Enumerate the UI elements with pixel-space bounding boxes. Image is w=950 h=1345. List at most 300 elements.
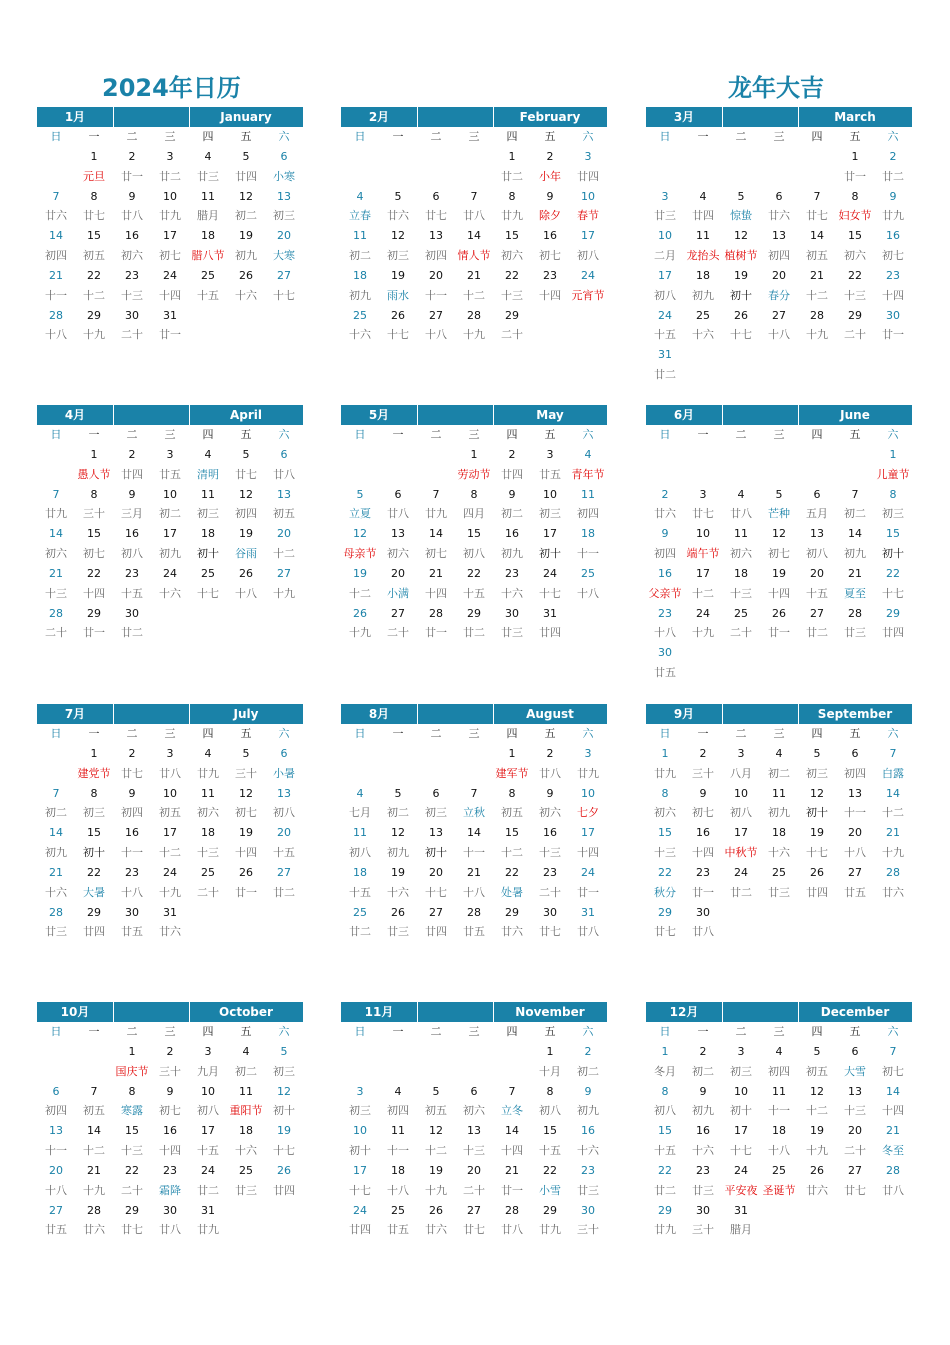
day-number[interactable]: 3: [661, 189, 669, 203]
day-number[interactable]: 24: [696, 606, 710, 620]
day-number[interactable]: 30: [505, 606, 519, 620]
day-number[interactable]: 28: [848, 606, 862, 620]
day-number[interactable]: 25: [201, 865, 215, 879]
day-number[interactable]: 10: [353, 1124, 367, 1138]
day-number[interactable]: 12: [277, 1084, 291, 1098]
day-number[interactable]: 24: [353, 1203, 367, 1217]
day-number[interactable]: 6: [432, 786, 440, 800]
day-number[interactable]: 20: [277, 826, 291, 840]
day-number[interactable]: 7: [52, 786, 60, 800]
day-number[interactable]: 12: [810, 786, 824, 800]
day-number[interactable]: 6: [470, 1084, 478, 1098]
day-number[interactable]: 27: [49, 1203, 63, 1217]
day-number[interactable]: 1: [661, 746, 669, 760]
day-number[interactable]: 15: [505, 826, 519, 840]
day-number[interactable]: 14: [49, 527, 63, 541]
day-number[interactable]: 21: [467, 865, 481, 879]
day-number[interactable]: 19: [239, 527, 253, 541]
day-number[interactable]: 21: [848, 566, 862, 580]
day-number[interactable]: 9: [166, 1084, 174, 1098]
day-number[interactable]: 17: [581, 229, 595, 243]
day-number[interactable]: 1: [546, 1044, 554, 1058]
day-number[interactable]: 25: [201, 268, 215, 282]
day-number[interactable]: 29: [658, 1203, 672, 1217]
day-number[interactable]: 23: [543, 865, 557, 879]
day-number[interactable]: 18: [201, 527, 215, 541]
day-number[interactable]: 16: [696, 826, 710, 840]
day-number[interactable]: 22: [87, 566, 101, 580]
day-number[interactable]: 7: [470, 189, 478, 203]
day-number[interactable]: 7: [52, 189, 60, 203]
day-number[interactable]: 16: [163, 1124, 177, 1138]
day-number[interactable]: 26: [391, 308, 405, 322]
day-number[interactable]: 21: [886, 1124, 900, 1138]
day-number[interactable]: 2: [699, 746, 707, 760]
day-number[interactable]: 5: [737, 189, 745, 203]
day-number[interactable]: 22: [467, 566, 481, 580]
day-number[interactable]: 18: [391, 1163, 405, 1177]
day-number[interactable]: 10: [163, 189, 177, 203]
day-number[interactable]: 16: [581, 1124, 595, 1138]
day-number[interactable]: 2: [128, 149, 136, 163]
day-number[interactable]: 9: [699, 1084, 707, 1098]
day-number[interactable]: 8: [128, 1084, 136, 1098]
day-number[interactable]: 28: [467, 308, 481, 322]
day-number[interactable]: 11: [353, 826, 367, 840]
day-number[interactable]: 27: [810, 606, 824, 620]
day-number[interactable]: 22: [87, 268, 101, 282]
day-number[interactable]: 6: [813, 487, 821, 501]
day-number[interactable]: 6: [280, 447, 288, 461]
day-number[interactable]: 18: [696, 268, 710, 282]
day-number[interactable]: 24: [734, 865, 748, 879]
day-number[interactable]: 11: [734, 527, 748, 541]
day-number[interactable]: 7: [851, 487, 859, 501]
day-number[interactable]: 26: [810, 1163, 824, 1177]
day-number[interactable]: 1: [889, 447, 897, 461]
day-number[interactable]: 10: [581, 189, 595, 203]
day-number[interactable]: 13: [391, 527, 405, 541]
day-number[interactable]: 26: [429, 1203, 443, 1217]
day-number[interactable]: 17: [163, 527, 177, 541]
day-number[interactable]: 23: [696, 1163, 710, 1177]
day-number[interactable]: 2: [661, 487, 669, 501]
day-number[interactable]: 29: [87, 606, 101, 620]
day-number[interactable]: 21: [87, 1163, 101, 1177]
day-number[interactable]: 12: [391, 826, 405, 840]
day-number[interactable]: 29: [505, 308, 519, 322]
day-number[interactable]: 9: [546, 786, 554, 800]
day-number[interactable]: 5: [394, 189, 402, 203]
day-number[interactable]: 6: [394, 487, 402, 501]
day-number[interactable]: 1: [90, 746, 98, 760]
day-number[interactable]: 12: [353, 527, 367, 541]
day-number[interactable]: 4: [394, 1084, 402, 1098]
day-number[interactable]: 23: [658, 606, 672, 620]
day-number[interactable]: 6: [52, 1084, 60, 1098]
day-number[interactable]: 21: [49, 865, 63, 879]
day-number[interactable]: 19: [239, 826, 253, 840]
day-number[interactable]: 27: [848, 865, 862, 879]
day-number[interactable]: 3: [737, 746, 745, 760]
day-number[interactable]: 4: [775, 1044, 783, 1058]
day-number[interactable]: 1: [90, 149, 98, 163]
day-number[interactable]: 20: [391, 566, 405, 580]
day-number[interactable]: 27: [277, 268, 291, 282]
day-number[interactable]: 1: [661, 1044, 669, 1058]
day-number[interactable]: 15: [848, 229, 862, 243]
day-number[interactable]: 4: [204, 149, 212, 163]
day-number[interactable]: 28: [886, 1163, 900, 1177]
day-number[interactable]: 5: [775, 487, 783, 501]
day-number[interactable]: 3: [737, 1044, 745, 1058]
day-number[interactable]: 14: [505, 1124, 519, 1138]
day-number[interactable]: 16: [125, 527, 139, 541]
day-number[interactable]: 11: [201, 786, 215, 800]
day-number[interactable]: 21: [886, 826, 900, 840]
day-number[interactable]: 4: [584, 447, 592, 461]
day-number[interactable]: 10: [734, 786, 748, 800]
day-number[interactable]: 30: [163, 1203, 177, 1217]
day-number[interactable]: 24: [658, 308, 672, 322]
day-number[interactable]: 31: [543, 606, 557, 620]
day-number[interactable]: 17: [696, 566, 710, 580]
day-number[interactable]: 24: [734, 1163, 748, 1177]
day-number[interactable]: 18: [772, 826, 786, 840]
day-number[interactable]: 22: [125, 1163, 139, 1177]
day-number[interactable]: 22: [658, 1163, 672, 1177]
day-number[interactable]: 12: [429, 1124, 443, 1138]
day-number[interactable]: 16: [505, 527, 519, 541]
day-number[interactable]: 8: [546, 1084, 554, 1098]
day-number[interactable]: 20: [429, 865, 443, 879]
day-number[interactable]: 1: [508, 149, 516, 163]
day-number[interactable]: 5: [432, 1084, 440, 1098]
day-number[interactable]: 5: [813, 746, 821, 760]
day-number[interactable]: 16: [543, 229, 557, 243]
day-number[interactable]: 27: [467, 1203, 481, 1217]
day-number[interactable]: 17: [543, 527, 557, 541]
day-number[interactable]: 12: [810, 1084, 824, 1098]
day-number[interactable]: 16: [543, 826, 557, 840]
day-number[interactable]: 8: [470, 487, 478, 501]
day-number[interactable]: 14: [467, 826, 481, 840]
day-number[interactable]: 21: [49, 268, 63, 282]
day-number[interactable]: 4: [356, 786, 364, 800]
day-number[interactable]: 16: [125, 826, 139, 840]
day-number[interactable]: 10: [201, 1084, 215, 1098]
day-number[interactable]: 15: [467, 527, 481, 541]
day-number[interactable]: 3: [699, 487, 707, 501]
day-number[interactable]: 17: [201, 1124, 215, 1138]
day-number[interactable]: 1: [470, 447, 478, 461]
day-number[interactable]: 29: [87, 905, 101, 919]
day-number[interactable]: 12: [239, 487, 253, 501]
day-number[interactable]: 25: [581, 566, 595, 580]
day-number[interactable]: 4: [699, 189, 707, 203]
day-number[interactable]: 22: [848, 268, 862, 282]
day-number[interactable]: 16: [658, 566, 672, 580]
day-number[interactable]: 27: [848, 1163, 862, 1177]
day-number[interactable]: 17: [163, 229, 177, 243]
day-number[interactable]: 30: [125, 606, 139, 620]
day-number[interactable]: 18: [772, 1124, 786, 1138]
day-number[interactable]: 8: [851, 189, 859, 203]
day-number[interactable]: 30: [125, 308, 139, 322]
day-number[interactable]: 27: [772, 308, 786, 322]
day-number[interactable]: 28: [429, 606, 443, 620]
day-number[interactable]: 19: [277, 1124, 291, 1138]
day-number[interactable]: 31: [163, 905, 177, 919]
day-number[interactable]: 25: [696, 308, 710, 322]
day-number[interactable]: 9: [661, 527, 669, 541]
day-number[interactable]: 28: [505, 1203, 519, 1217]
day-number[interactable]: 12: [239, 189, 253, 203]
day-number[interactable]: 31: [734, 1203, 748, 1217]
day-number[interactable]: 2: [699, 1044, 707, 1058]
day-number[interactable]: 14: [49, 229, 63, 243]
day-number[interactable]: 25: [391, 1203, 405, 1217]
day-number[interactable]: 14: [848, 527, 862, 541]
day-number[interactable]: 18: [734, 566, 748, 580]
day-number[interactable]: 5: [280, 1044, 288, 1058]
day-number[interactable]: 14: [886, 786, 900, 800]
day-number[interactable]: 2: [889, 149, 897, 163]
day-number[interactable]: 17: [353, 1163, 367, 1177]
day-number[interactable]: 13: [429, 229, 443, 243]
day-number[interactable]: 9: [128, 786, 136, 800]
day-number[interactable]: 13: [429, 826, 443, 840]
day-number[interactable]: 6: [280, 746, 288, 760]
day-number[interactable]: 30: [886, 308, 900, 322]
day-number[interactable]: 7: [508, 1084, 516, 1098]
day-number[interactable]: 12: [391, 229, 405, 243]
day-number[interactable]: 18: [239, 1124, 253, 1138]
day-number[interactable]: 13: [467, 1124, 481, 1138]
day-number[interactable]: 24: [581, 865, 595, 879]
day-number[interactable]: 8: [90, 487, 98, 501]
day-number[interactable]: 14: [467, 229, 481, 243]
day-number[interactable]: 11: [772, 1084, 786, 1098]
day-number[interactable]: 17: [658, 268, 672, 282]
day-number[interactable]: 13: [277, 786, 291, 800]
day-number[interactable]: 21: [49, 566, 63, 580]
day-number[interactable]: 19: [239, 229, 253, 243]
day-number[interactable]: 19: [734, 268, 748, 282]
day-number[interactable]: 27: [429, 308, 443, 322]
day-number[interactable]: 30: [696, 1203, 710, 1217]
day-number[interactable]: 20: [277, 527, 291, 541]
day-number[interactable]: 18: [201, 229, 215, 243]
day-number[interactable]: 28: [886, 865, 900, 879]
day-number[interactable]: 1: [90, 447, 98, 461]
day-number[interactable]: 25: [772, 1163, 786, 1177]
day-number[interactable]: 2: [546, 746, 554, 760]
day-number[interactable]: 30: [125, 905, 139, 919]
day-number[interactable]: 23: [125, 268, 139, 282]
day-number[interactable]: 20: [848, 1124, 862, 1138]
day-number[interactable]: 14: [810, 229, 824, 243]
day-number[interactable]: 13: [49, 1124, 63, 1138]
day-number[interactable]: 7: [889, 746, 897, 760]
day-number[interactable]: 8: [508, 786, 516, 800]
day-number[interactable]: 27: [391, 606, 405, 620]
day-number[interactable]: 29: [125, 1203, 139, 1217]
day-number[interactable]: 23: [163, 1163, 177, 1177]
day-number[interactable]: 22: [87, 865, 101, 879]
day-number[interactable]: 23: [886, 268, 900, 282]
day-number[interactable]: 28: [49, 308, 63, 322]
day-number[interactable]: 31: [201, 1203, 215, 1217]
day-number[interactable]: 1: [508, 746, 516, 760]
day-number[interactable]: 20: [49, 1163, 63, 1177]
day-number[interactable]: 6: [432, 189, 440, 203]
day-number[interactable]: 22: [505, 865, 519, 879]
day-number[interactable]: 15: [658, 826, 672, 840]
day-number[interactable]: 18: [353, 865, 367, 879]
day-number[interactable]: 2: [128, 746, 136, 760]
day-number[interactable]: 13: [848, 786, 862, 800]
day-number[interactable]: 2: [128, 447, 136, 461]
day-number[interactable]: 13: [848, 1084, 862, 1098]
day-number[interactable]: 7: [432, 487, 440, 501]
day-number[interactable]: 16: [886, 229, 900, 243]
day-number[interactable]: 23: [125, 865, 139, 879]
day-number[interactable]: 18: [353, 268, 367, 282]
day-number[interactable]: 8: [661, 786, 669, 800]
day-number[interactable]: 24: [201, 1163, 215, 1177]
day-number[interactable]: 20: [772, 268, 786, 282]
day-number[interactable]: 16: [696, 1124, 710, 1138]
day-number[interactable]: 23: [125, 566, 139, 580]
day-number[interactable]: 23: [505, 566, 519, 580]
day-number[interactable]: 11: [772, 786, 786, 800]
day-number[interactable]: 1: [128, 1044, 136, 1058]
day-number[interactable]: 9: [128, 487, 136, 501]
day-number[interactable]: 20: [848, 826, 862, 840]
day-number[interactable]: 23: [581, 1163, 595, 1177]
day-number[interactable]: 9: [128, 189, 136, 203]
day-number[interactable]: 6: [280, 149, 288, 163]
day-number[interactable]: 25: [353, 905, 367, 919]
day-number[interactable]: 4: [204, 746, 212, 760]
day-number[interactable]: 25: [734, 606, 748, 620]
day-number[interactable]: 12: [734, 229, 748, 243]
day-number[interactable]: 11: [581, 487, 595, 501]
day-number[interactable]: 26: [810, 865, 824, 879]
day-number[interactable]: 13: [810, 527, 824, 541]
day-number[interactable]: 21: [429, 566, 443, 580]
day-number[interactable]: 14: [886, 1084, 900, 1098]
day-number[interactable]: 14: [87, 1124, 101, 1138]
day-number[interactable]: 7: [813, 189, 821, 203]
day-number[interactable]: 30: [543, 905, 557, 919]
day-number[interactable]: 2: [508, 447, 516, 461]
day-number[interactable]: 29: [505, 905, 519, 919]
day-number[interactable]: 12: [772, 527, 786, 541]
day-number[interactable]: 9: [699, 786, 707, 800]
day-number[interactable]: 24: [543, 566, 557, 580]
day-number[interactable]: 24: [163, 566, 177, 580]
day-number[interactable]: 25: [201, 566, 215, 580]
day-number[interactable]: 15: [87, 229, 101, 243]
day-number[interactable]: 29: [848, 308, 862, 322]
day-number[interactable]: 4: [204, 447, 212, 461]
day-number[interactable]: 10: [734, 1084, 748, 1098]
day-number[interactable]: 30: [581, 1203, 595, 1217]
day-number[interactable]: 14: [429, 527, 443, 541]
day-number[interactable]: 28: [467, 905, 481, 919]
day-number[interactable]: 28: [49, 905, 63, 919]
day-number[interactable]: 19: [353, 566, 367, 580]
day-number[interactable]: 28: [87, 1203, 101, 1217]
day-number[interactable]: 26: [353, 606, 367, 620]
day-number[interactable]: 19: [810, 826, 824, 840]
day-number[interactable]: 15: [87, 826, 101, 840]
day-number[interactable]: 3: [584, 149, 592, 163]
day-number[interactable]: 20: [429, 268, 443, 282]
day-number[interactable]: 15: [87, 527, 101, 541]
day-number[interactable]: 29: [543, 1203, 557, 1217]
day-number[interactable]: 19: [772, 566, 786, 580]
day-number[interactable]: 8: [661, 1084, 669, 1098]
day-number[interactable]: 6: [851, 1044, 859, 1058]
day-number[interactable]: 5: [813, 1044, 821, 1058]
day-number[interactable]: 24: [163, 865, 177, 879]
day-number[interactable]: 11: [353, 229, 367, 243]
day-number[interactable]: 4: [356, 189, 364, 203]
day-number[interactable]: 19: [429, 1163, 443, 1177]
day-number[interactable]: 16: [125, 229, 139, 243]
day-number[interactable]: 30: [696, 905, 710, 919]
day-number[interactable]: 13: [772, 229, 786, 243]
day-number[interactable]: 7: [52, 487, 60, 501]
day-number[interactable]: 15: [505, 229, 519, 243]
day-number[interactable]: 26: [734, 308, 748, 322]
day-number[interactable]: 11: [239, 1084, 253, 1098]
day-number[interactable]: 28: [810, 308, 824, 322]
day-number[interactable]: 17: [734, 826, 748, 840]
day-number[interactable]: 10: [581, 786, 595, 800]
day-number[interactable]: 10: [163, 786, 177, 800]
day-number[interactable]: 11: [201, 189, 215, 203]
day-number[interactable]: 3: [546, 447, 554, 461]
day-number[interactable]: 13: [277, 487, 291, 501]
day-number[interactable]: 26: [277, 1163, 291, 1177]
day-number[interactable]: 15: [658, 1124, 672, 1138]
day-number[interactable]: 2: [166, 1044, 174, 1058]
day-number[interactable]: 25: [239, 1163, 253, 1177]
day-number[interactable]: 3: [584, 746, 592, 760]
day-number[interactable]: 9: [546, 189, 554, 203]
day-number[interactable]: 26: [239, 268, 253, 282]
day-number[interactable]: 5: [356, 487, 364, 501]
day-number[interactable]: 29: [87, 308, 101, 322]
day-number[interactable]: 8: [90, 189, 98, 203]
day-number[interactable]: 4: [737, 487, 745, 501]
day-number[interactable]: 31: [163, 308, 177, 322]
day-number[interactable]: 3: [166, 746, 174, 760]
day-number[interactable]: 28: [49, 606, 63, 620]
day-number[interactable]: 2: [584, 1044, 592, 1058]
day-number[interactable]: 27: [277, 566, 291, 580]
day-number[interactable]: 15: [886, 527, 900, 541]
day-number[interactable]: 12: [239, 786, 253, 800]
day-number[interactable]: 26: [239, 566, 253, 580]
day-number[interactable]: 5: [242, 447, 250, 461]
day-number[interactable]: 21: [810, 268, 824, 282]
day-number[interactable]: 8: [508, 189, 516, 203]
